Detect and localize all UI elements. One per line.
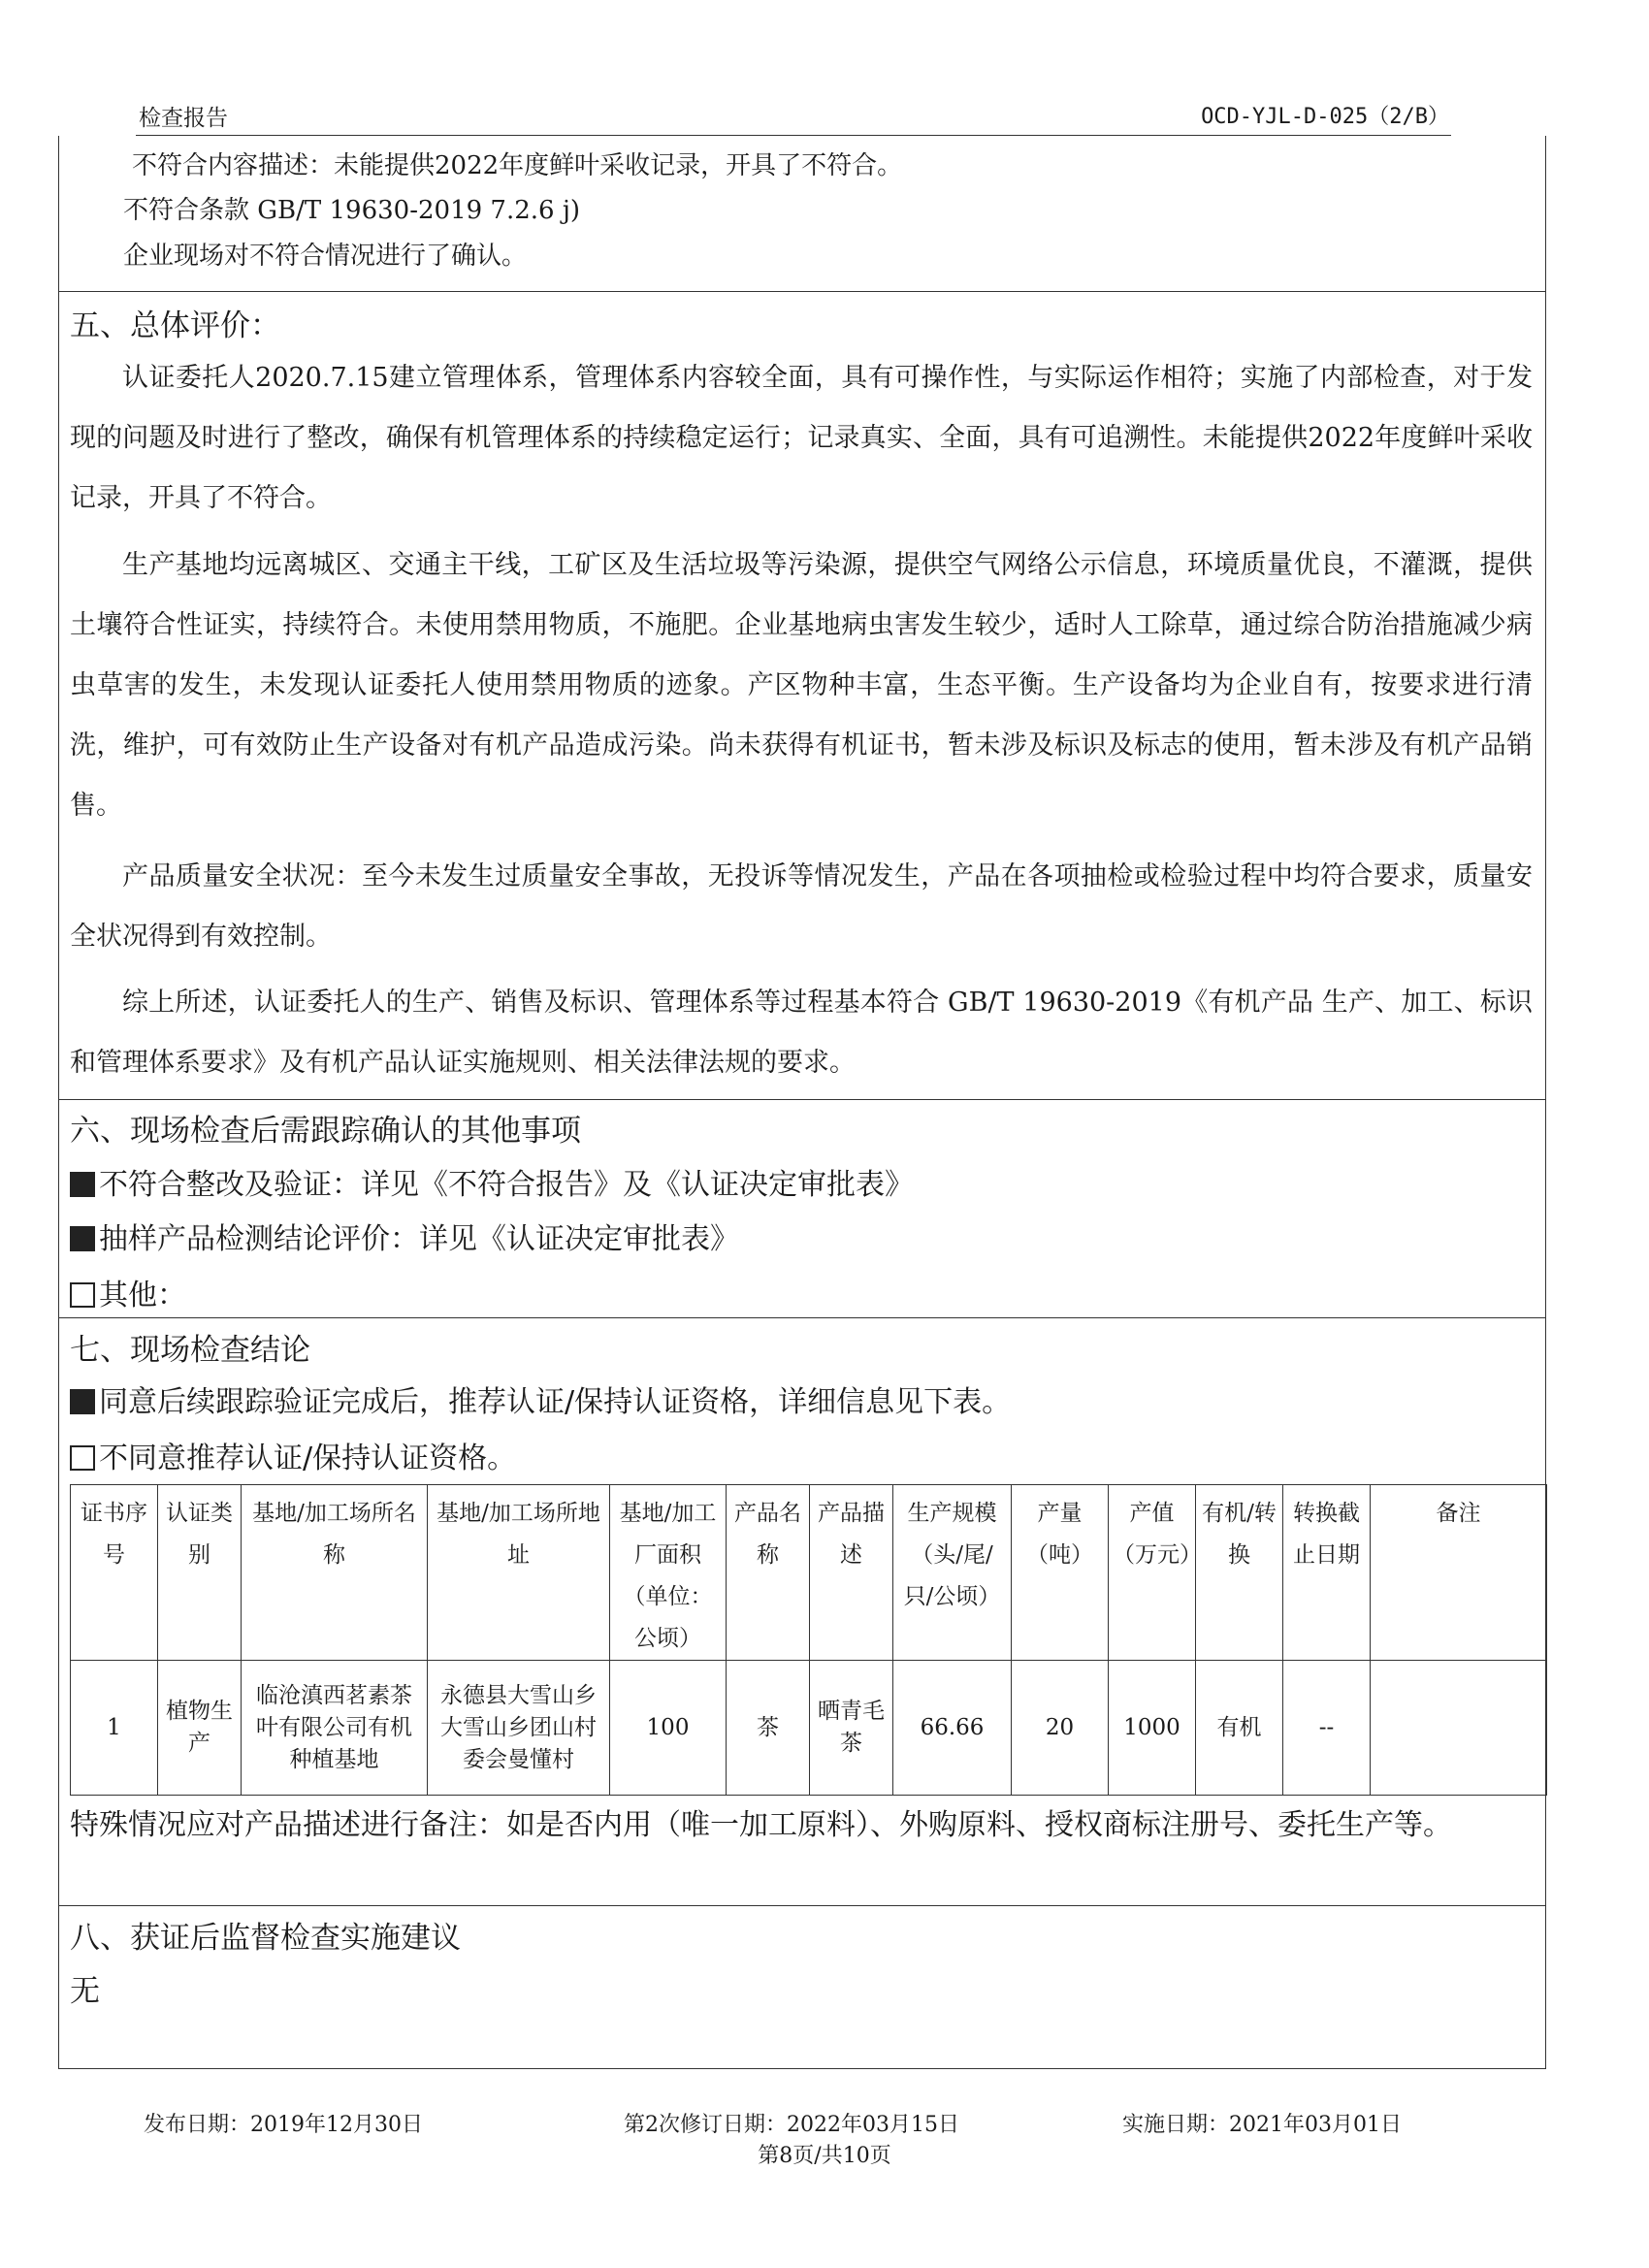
table-cell: --	[1283, 1661, 1371, 1796]
nonconformity-description: 不符合内容描述：未能提供2022年度鲜叶采收记录，开具了不符合。	[132, 151, 903, 180]
conclusion-item-disagree: 不同意推荐认证/保持认证资格。	[70, 1434, 516, 1476]
checked-box-icon	[70, 1226, 95, 1251]
table-cell: 植物生产	[158, 1661, 242, 1796]
column-header: 转换截止日期	[1283, 1485, 1371, 1661]
section-divider	[58, 291, 1546, 292]
column-header: 产值（万元）	[1109, 1485, 1196, 1661]
column-header: 产量（吨）	[1012, 1485, 1109, 1661]
column-header: 产品名称	[727, 1485, 810, 1661]
unchecked-box-icon	[70, 1445, 95, 1471]
checked-box-icon	[70, 1389, 95, 1414]
column-header: 基地/加工场所地址	[428, 1485, 610, 1661]
evaluation-paragraph-2: 生产基地均远离城区、交通主干线，工矿区及生活垃圾等污染源，提供空气网络公示信息，环境质量优良，不灌溉，提供土壤符合性证实，持续符合。未使用禁用物质，不施肥。企业基地病虫害发生较少，适时人工除草，通过综合防治措施减少病虫草害的发生，未发现认证委托人使用禁用物质的迹象。产区物种丰富，生态平衡。生产设备均为企业自有，按要求进行清洗，维护，可有效防止生产设备对有机产品造成污染。尚未获得有机证书，暂未涉及标识及标志的使用，暂未涉及有机产品销售。	[70, 550, 1533, 821]
column-header: 基地/加工场所名称	[242, 1485, 428, 1661]
table-cell: 永德县大雪山乡大雪山乡团山村委会曼懂村	[428, 1661, 610, 1796]
column-header: 生产规模（头/尾/只/公顷）	[893, 1485, 1012, 1661]
column-header: 产品描述	[810, 1485, 893, 1661]
section-divider	[58, 1905, 1546, 1906]
table-cell: 茶	[727, 1661, 810, 1796]
followup-item-nonconformity: 不符合整改及验证：详见《不符合报告》及《认证决定审批表》	[70, 1160, 914, 1203]
table-cell: 1000	[1109, 1661, 1196, 1796]
table-cell: 20	[1012, 1661, 1109, 1796]
report-title: 检查报告	[139, 106, 228, 131]
column-header: 证书序号	[71, 1485, 158, 1661]
table-header-row	[71, 1485, 1547, 1661]
evaluation-paragraph-4: 综上所述，认证委托人的生产、销售及标识、管理体系等过程基本符合 GB/T 19630-2019《有机产品 生产、加工、标识和管理体系要求》及有机产品认证实施规则、相关法律法规的要求。	[70, 988, 1533, 1078]
column-header: 有机/转换	[1196, 1485, 1283, 1661]
revision-date: 第2次修订日期：2022年03月15日	[624, 2113, 959, 2137]
section-divider	[58, 1099, 1546, 1100]
table-cell: 有机	[1196, 1661, 1283, 1796]
evaluation-paragraph-3: 产品质量安全状况：至今未发生过质量安全事故，无投诉等情况发生，产品在各项抽检或检验过程中均符合要求，质量安全状况得到有效控制。	[70, 861, 1533, 952]
table-cell: 临沧滇西茗素茶叶有限公司有机种植基地	[242, 1661, 428, 1796]
confirmation-text: 企业现场对不符合情况进行了确认。	[123, 242, 528, 271]
page-number: 第8页/共10页	[758, 2144, 891, 2168]
issue-date: 发布日期：2019年12月30日	[144, 2113, 423, 2137]
table-cell: 100	[610, 1661, 727, 1796]
section-5-title: 五、总体评价：	[70, 308, 280, 343]
effective-date: 实施日期：2021年03月01日	[1122, 2113, 1402, 2137]
column-header: 基地/加工厂面积（单位：公顷）	[610, 1485, 727, 1661]
column-header: 认证类别	[158, 1485, 242, 1661]
supervision-suggestion: 无	[70, 1974, 100, 2009]
special-case-note: 特殊情况应对产品描述进行备注：如是否内用（唯一加工原料）、外购原料、授权商标注册号、委托生产等。	[70, 1808, 1452, 1842]
certification-table	[70, 1484, 1547, 1796]
section-7-title: 七、现场检查结论	[70, 1333, 310, 1368]
column-header: 备注	[1371, 1485, 1547, 1661]
table-cell: 1	[71, 1661, 158, 1796]
section-8-title: 八、获证后监督检查实施建议	[70, 1921, 461, 1956]
checked-box-icon	[70, 1172, 95, 1197]
document-code: OCD-YJL-D-025（2/B）	[1201, 105, 1449, 129]
conclusion-item-agree: 同意后续跟踪验证完成后，推荐认证/保持认证资格，详细信息见下表。	[70, 1377, 1011, 1420]
followup-item-sampling: 抽样产品检测结论评价：详见《认证决定审批表》	[70, 1215, 739, 1257]
section-divider	[58, 1317, 1546, 1318]
nonconformity-clause: 不符合条款 GB/T 19630-2019 7.2.6 j)	[123, 196, 581, 225]
table-cell	[1371, 1661, 1547, 1796]
table-row	[71, 1661, 1547, 1796]
table-cell: 66.66	[893, 1661, 1012, 1796]
unchecked-box-icon	[70, 1282, 95, 1308]
followup-item-other: 其他：	[70, 1271, 186, 1313]
table-cell: 晒青毛茶	[810, 1661, 893, 1796]
evaluation-paragraph-1: 认证委托人2020.7.15建立管理体系，管理体系内容较全面，具有可操作性，与实际运作相符；实施了内部检查，对于发现的问题及时进行了整改，确保有机管理体系的持续稳定运行；记录真实、全面，具有可追溯性。未能提供2022年度鲜叶采收记录，开具了不符合。	[70, 363, 1533, 513]
section-6-title: 六、现场检查后需跟踪确认的其他事项	[70, 1114, 581, 1149]
